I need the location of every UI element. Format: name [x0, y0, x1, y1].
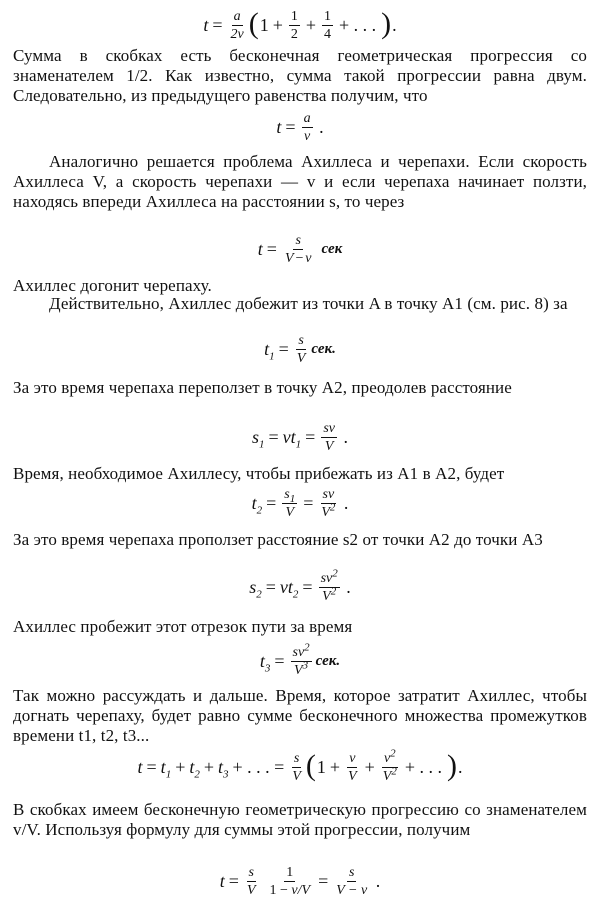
equation-6: $t_2$ = $\frac{s_1}{V}$ = $\frac{sv}{V^2}$ .: [251, 486, 349, 520]
paragraph-infinite-sum: Так можно рассуждать и дальше. Время, которое затратит Ахиллес, чтобы догнать черепаху, будет равно сумме бесконечного множества промежутков времени t1, t2, t3...: [13, 686, 587, 745]
unit-sec-dot-1: сек.: [311, 341, 336, 357]
paragraph-achilles-problem: Аналогично решается проблема Ахиллеса и черепахи. Если скорость Ахиллеса V, а скорость черепахи — v и если черепаха начинает ползти, находясь впереди Ахиллеса на расстоянии s, то через: [13, 152, 587, 211]
paragraph-catches-up: Ахиллес догонит черепаху.: [13, 276, 212, 295]
equation-10: t = $\frac{s}{V}$ $\frac{1}{1 - v/V}$ = $\frac{s}{V - v}$ .: [219, 864, 381, 898]
unit-sec-dot-2: сек.: [315, 653, 341, 669]
equation-2: t = $\frac{a}{v}$ .: [276, 110, 324, 144]
equation-9: t = $t_1$ + $t_2$ + $t_3$ + . . . = $\frac{s}{V}$ ( 1 + $\frac{v}{V}$ + $\frac{v^2}{V^2}$ + . . . ) .: [137, 746, 463, 784]
equation-1: t = $\frac{a}{2v}$ ( 1 + $\frac{1}{2}$ + $\frac{1}{4}$ + . . . ) .: [203, 7, 397, 42]
equation-4: $t_1$ = $\frac{s}{V}$ сек.: [264, 332, 336, 366]
paragraph-point-a1: Действительно, Ахиллес добежит из точки A в точку A1 (см. рис. 8) за: [49, 294, 568, 313]
paragraph-turtle-s2: За это время черепаха проползет расстояние s2 от точки A2 до точки A3: [13, 530, 543, 549]
paragraph-time-a1-a2: Время, необходимое Ахиллесу, чтобы прибежать из A1 в A2, будет: [13, 464, 505, 483]
unit-sec: сек: [321, 241, 343, 257]
paragraph-progression-formula: В скобках имеем бесконечную геометрическую прогрессию со знаменателем v/V. Используя формулу для суммы этой прогрессии, получим: [13, 800, 587, 839]
paragraph-segment-time: Ахиллес пробежит этот отрезок пути за время: [13, 617, 353, 636]
equation-7: $s_2$ = $vt_2$ = $\frac{sv^2}{V^2}$ .: [249, 566, 351, 604]
paragraph-turtle-a2: За это время черепаха переползет в точку A2, преодолев расстояние: [13, 378, 512, 397]
equation-3: t = $\frac{s}{V - v}$ сек: [257, 232, 343, 266]
equation-5: $s_1$ = $vt_1$ = $\frac{sv}{V}$ .: [252, 420, 348, 454]
equation-8: $t_3$ = $\frac{sv^2}{V^3}$ сек.: [259, 640, 341, 678]
paragraph-geometric-sum: Сумма в скобках есть бесконечная геометрическая прогрессия со знаменателем 1/2. Как известно, сумма такой прогрессии равна двум. Следовательно, из предыдущего равенства получим, что: [13, 46, 587, 105]
